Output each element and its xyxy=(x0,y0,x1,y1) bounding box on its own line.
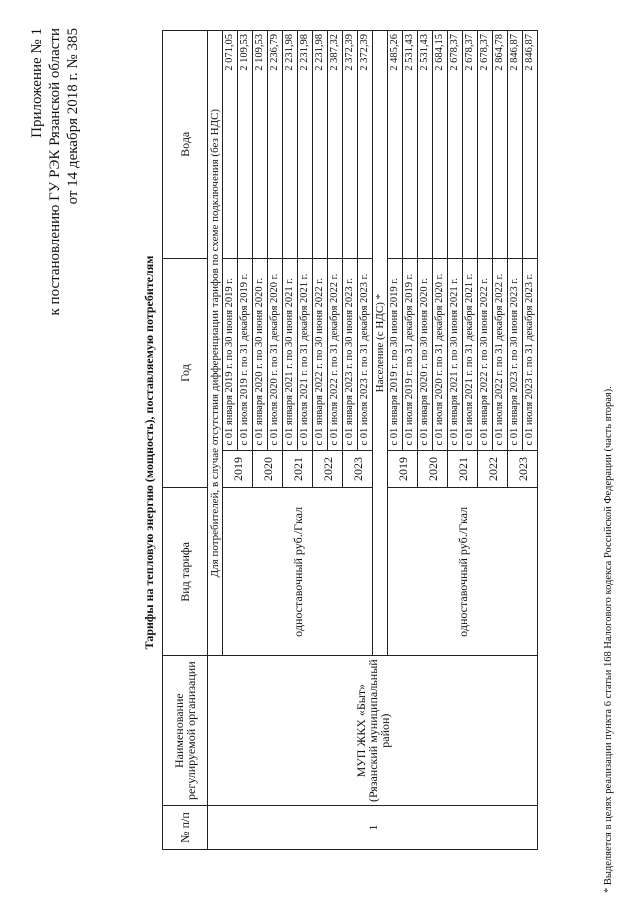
row-number: 1 xyxy=(208,806,538,850)
section-title: Для потребителей, в случае отсутствия дифференциации тарифов по схеме подключения (без НДС) xyxy=(208,31,223,656)
year-cell: 2022 xyxy=(478,450,508,488)
period-cell: с 01 июля 2019 г. по 31 декабря 2019 г. xyxy=(403,258,418,450)
year-cell: 2020 xyxy=(418,450,448,488)
water-value-cell: 2 678,37 xyxy=(448,31,463,259)
water-value-cell: 2 372,39 xyxy=(358,31,373,259)
period-cell: с 01 января 2022 г. по 30 июня 2022 г. xyxy=(313,258,328,450)
tariff-kind: одноставочный руб./Гкал xyxy=(388,488,538,656)
section-title: Население (с НДС) * xyxy=(373,31,388,656)
appendix-date: от 14 декабря 2018 г. № 385 xyxy=(65,28,81,205)
year-cell: 2021 xyxy=(283,450,313,488)
year-cell: 2023 xyxy=(508,450,538,488)
year-cell: 2023 xyxy=(343,450,373,488)
period-cell: с 01 января 2019 г. по 30 июня 2019 г. xyxy=(388,258,403,450)
period-cell: с 01 июля 2021 г. по 31 декабря 2021 г. xyxy=(298,258,313,450)
water-value-cell: 2 372,39 xyxy=(343,31,358,259)
table-body xyxy=(208,31,538,850)
year-cell: 2020 xyxy=(253,450,283,488)
period-cell: с 01 июля 2023 г. по 31 декабря 2023 г. xyxy=(358,258,373,450)
water-value-cell: 2 678,37 xyxy=(478,31,493,259)
water-value-cell: 2 846,87 xyxy=(508,31,523,259)
footnote: * Выделяется в целях реализации пункта 6 статьи 168 Налогового кодекса Российской Федерации (часть вторая). xyxy=(603,386,614,893)
appendix-resolution: к постановлению ГУ РЭК Рязанской области xyxy=(47,28,63,316)
water-value-cell: 2 109,53 xyxy=(238,31,253,259)
year-cell: 2022 xyxy=(313,450,343,488)
water-value-cell: 2 846,87 xyxy=(523,31,538,259)
period-cell: с 01 июля 2020 г. по 31 декабря 2020 г. xyxy=(433,258,448,450)
tariff-kind: одноставочный руб./Гкал xyxy=(223,488,373,656)
table-header-row xyxy=(163,31,208,850)
header-kind: Вид тарифа xyxy=(163,488,208,656)
period-cell: с 01 июля 2022 г. по 31 декабря 2022 г. xyxy=(493,258,508,450)
tariff-table xyxy=(162,30,538,850)
header-water: Вода xyxy=(163,31,208,259)
year-cell: 2019 xyxy=(223,450,253,488)
period-cell: с 01 июля 2019 г. по 31 декабря 2019 г. xyxy=(238,258,253,450)
water-value-cell: 2 387,32 xyxy=(328,31,343,259)
period-cell: с 01 июля 2020 г. по 31 декабря 2020 г. xyxy=(268,258,283,450)
period-cell: с 01 января 2021 г. по 30 июня 2021 г. xyxy=(283,258,298,450)
period-cell: с 01 января 2023 г. по 30 июня 2023 г. xyxy=(508,258,523,450)
period-cell: с 01 января 2019 г. по 30 июня 2019 г. xyxy=(223,258,238,450)
water-value-cell: 2 678,37 xyxy=(463,31,478,259)
water-value-cell: 2 531,43 xyxy=(403,31,418,259)
appendix-header xyxy=(28,28,82,315)
year-cell: 2021 xyxy=(448,450,478,488)
header-org: Наименование регулируемой организации xyxy=(163,656,208,806)
period-cell: с 01 января 2020 г. по 30 июня 2020 г. xyxy=(253,258,268,450)
water-value-cell: 2 231,98 xyxy=(283,31,298,259)
section-row xyxy=(208,31,223,850)
water-value-cell: 2 485,26 xyxy=(388,31,403,259)
header-year: Год xyxy=(163,258,208,488)
period-cell: с 01 июля 2022 г. по 31 декабря 2022 г. xyxy=(328,258,343,450)
water-value-cell: 2 531,43 xyxy=(418,31,433,259)
period-cell: с 01 января 2020 г. по 30 июня 2020 г. xyxy=(418,258,433,450)
water-value-cell: 2 231,98 xyxy=(313,31,328,259)
year-cell: 2019 xyxy=(388,450,418,488)
period-cell: с 01 января 2023 г. по 30 июня 2023 г. xyxy=(343,258,358,450)
appendix-number: Приложение № 1 xyxy=(29,28,45,138)
organization-name: МУП ЖКХ «Быт» (Рязанский муниципальный район) xyxy=(208,656,538,806)
water-value-cell: 2 236,79 xyxy=(268,31,283,259)
water-value-cell: 2 109,53 xyxy=(253,31,268,259)
header-num: № п/п xyxy=(163,806,208,850)
water-value-cell: 2 864,78 xyxy=(493,31,508,259)
water-value-cell: 2 684,15 xyxy=(433,31,448,259)
period-cell: с 01 июля 2021 г. по 31 декабря 2021 г. xyxy=(463,258,478,450)
water-value-cell: 2 231,98 xyxy=(298,31,313,259)
period-cell: с 01 января 2021 г. по 30 июня 2021 г. xyxy=(448,258,463,450)
document-title: Тарифы на тепловую энергию (мощность), поставляемую потребителям xyxy=(142,255,156,650)
water-value-cell: 2 071,05 xyxy=(223,31,238,259)
period-cell: с 01 июля 2023 г. по 31 декабря 2023 г. xyxy=(523,258,538,450)
period-cell: с 01 января 2022 г. по 30 июня 2022 г. xyxy=(478,258,493,450)
